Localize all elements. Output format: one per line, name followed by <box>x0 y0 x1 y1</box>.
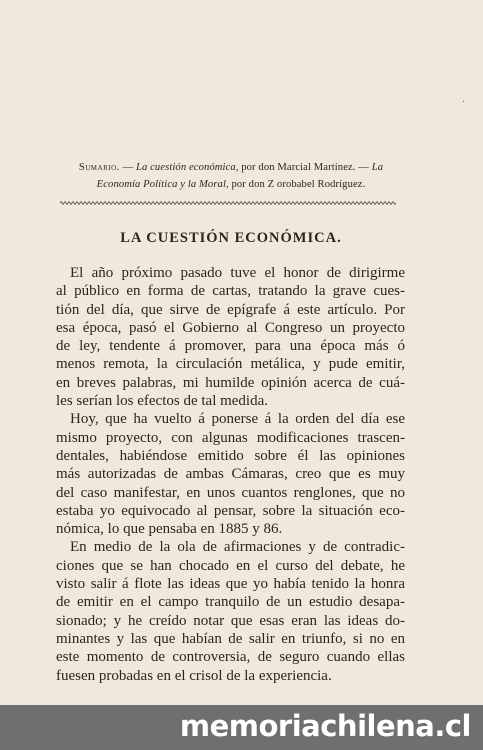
summary-item2-title-b: Economía Política y la Moral, <box>96 179 229 190</box>
summary-block <box>58 159 404 193</box>
summary-separator: — <box>119 162 136 173</box>
article-body <box>56 264 405 685</box>
text-line: este momento de controversia, de seguro cuando ellas <box>56 649 405 666</box>
summary-item1-author: por don Marcial Martínez. <box>238 162 356 173</box>
text-line: nómica, lo que pensaba en 1885 y 86. <box>56 521 283 538</box>
text-line: estaba yo equivocado al pensar, sobre la situación eco- <box>56 502 405 519</box>
summary-item2-title-a: La <box>371 162 384 173</box>
text-line: visto salir á flote las ideas que yo había tenido la honra <box>56 576 405 593</box>
text-line: de emitir en el campo tranquilo de un estudio desapa- <box>56 594 405 611</box>
summary-item1-title: La cuestión económica, <box>135 162 239 173</box>
text-line: mismo proyecto, con algunas modificaciones trascen- <box>56 429 405 446</box>
text-line: les serían los efectos de tal medida. <box>56 393 269 410</box>
summary-label: Sumario. <box>78 162 120 173</box>
text-line: fuesen probadas en el crisol de la experiencia. <box>56 667 332 684</box>
text-line: dentales, habiéndose emitido sobre él las opiniones <box>56 447 405 464</box>
text-line: esa época, pasó el Gobierno al Congreso un proyecto <box>56 319 405 336</box>
summary-separator: — <box>355 162 372 173</box>
wavy-rule <box>60 200 396 206</box>
text-line: en breves palabras, mi humilde opinión acerca de cuá- <box>56 374 405 391</box>
page-mark: · <box>462 97 466 108</box>
text-line: al público en forma de cartas, tratando la grave cues- <box>56 283 405 300</box>
article-heading: LA CUESTIÓN ECONÓMICA. <box>120 230 342 246</box>
text-line: del caso manifestar, en unos cuantos renglones, que no <box>56 484 405 501</box>
text-line: tión del día, que sirve de epígrafe á este artículo. Por <box>56 301 405 318</box>
text-line: más autorizadas de ambas Cámaras, creo que es muy <box>56 466 405 483</box>
paragraph <box>56 538 405 684</box>
paragraph <box>56 264 405 410</box>
paragraph <box>56 410 405 538</box>
text-line: menos remota, la circulación metálica, y pude emitir, <box>56 356 405 373</box>
text-line: En medio de la ola de afirmaciones y de contradic- <box>70 539 405 556</box>
text-line: minantes y las que habían de salir en triunfo, si no en <box>56 630 405 647</box>
text-line: El año próximo pasado tuve el honor de dirigirme <box>70 265 405 281</box>
text-line: Hoy, que ha vuelto á ponerse á la orden del día ese <box>70 411 405 428</box>
site-brand: memoriachilena.cl <box>179 709 471 743</box>
footer-banner <box>0 705 483 750</box>
text-line: sionado; y he creído notar que esas eran las ideas do- <box>56 612 405 629</box>
text-line: ciones que se han chocado en el curso del debate, he <box>56 557 405 574</box>
summary-item2-author: por don Z orobabel Rodríguez. <box>228 179 366 190</box>
text-line: de ley, tendente á promover, para una época más ó <box>56 338 405 355</box>
